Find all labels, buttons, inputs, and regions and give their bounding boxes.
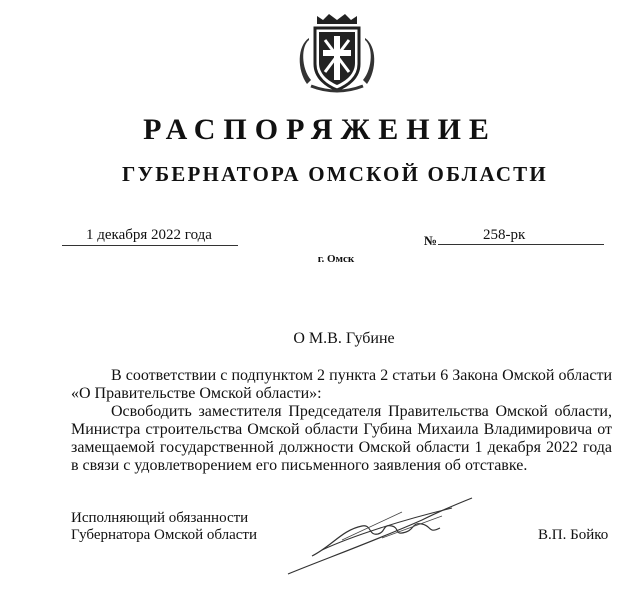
document-city: г. Омск [317,253,355,265]
document-subject: О М.В. Губине [293,330,395,347]
signature-image [282,490,482,580]
date-underline [62,245,238,246]
document-number: 258-рк [483,227,526,243]
signer-position-line2: Губернатора Омской области [71,527,257,543]
document-subtitle: ГУБЕРНАТОРА ОМСКОЙ ОБЛАСТИ [122,162,548,186]
document-date: 1 декабря 2022 года [86,227,212,243]
document-title: РАСПОРЯЖЕНИЕ [143,113,497,146]
omsk-coat-of-arms-icon [295,10,379,94]
number-sign: № [424,233,438,248]
number-underline [438,244,604,245]
signer-position-line1: Исполняющий обязанности [71,510,249,526]
body-paragraph-decision: Освободить заместителя Председателя Правительства Омской области, Министра строительства Омской области Губина Михаила Владимировича от замещаемой государственной должности Омской области 1 декабря 2022 года в связи с удовлетворением его письменного заявления об отставке. [71,403,612,474]
body-paragraph-basis: В соответствии с подпунктом 2 пункта 2 статьи 6 Закона Омской области «О Правительстве Омской области»: [71,367,612,402]
signer-name: В.П. Бойко [538,527,609,543]
